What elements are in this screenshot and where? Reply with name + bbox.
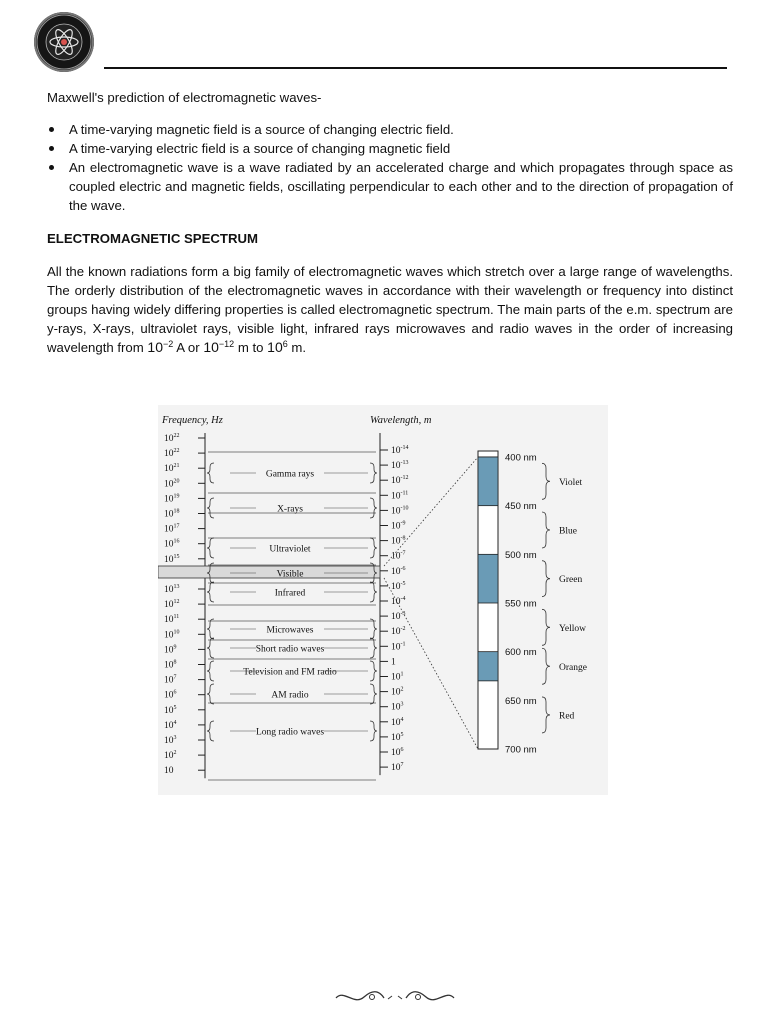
- em-spectrum-diagram: [158, 405, 608, 795]
- frequency-tick-label: $10^9$: [164, 644, 177, 656]
- band-brace: [207, 619, 214, 639]
- band-label: Infrared: [274, 588, 306, 599]
- frequency-tick-label: $10^{10}$: [164, 629, 180, 641]
- paragraph-text: All the known radiations form a big family of electromagnetic waves which stretch over a large range of wavelengths. The orderly distribution of the electromagnetic waves in accordance with their wavelength or frequency into distinct groups having widely differing properties is called electromagnetic spectrum. The main parts of the e.m. spectrum are y-rays, X-rays, ultraviolet rays, visible light, infrared rays microwaves and radio waves in the order of increasing wavelength from: [47, 264, 733, 355]
- wavelength-tick-label: $10^{-2}$: [391, 626, 406, 638]
- frequency-tick-label: $10^3$: [164, 735, 177, 746]
- color-label: Green: [559, 575, 583, 586]
- wavelength-tick-label: $10^4$: [391, 716, 404, 728]
- visible-band-strip: [158, 566, 380, 578]
- band-brace: [207, 721, 214, 741]
- wavelength-nm-label: 400 nm: [505, 452, 537, 464]
- visible-strip-segment: [478, 457, 498, 506]
- frequency-tick-label: $10^{16}$: [164, 538, 180, 550]
- band-brace: [207, 661, 214, 681]
- frequency-tick-label: $10^{22}$: [164, 433, 180, 444]
- frequency-tick-label: $10^{18}$: [164, 508, 180, 520]
- wavelength-tick-label: $10^7$: [391, 762, 404, 774]
- range-end-text: m.: [287, 340, 307, 355]
- visible-strip-segment: [478, 554, 498, 603]
- header-rule: [104, 67, 727, 69]
- color-label: Red: [559, 711, 575, 722]
- frequency-tick-label: $10^7$: [164, 674, 177, 686]
- frequency-tick-label: $10^5$: [164, 704, 177, 716]
- frequency-tick-label: $10^{20}$: [164, 478, 180, 490]
- color-brace: [542, 561, 550, 597]
- band-brace: [370, 661, 377, 681]
- wavelength-tick-label: $10^{-11}$: [391, 490, 409, 502]
- band-brace: [370, 638, 377, 658]
- bullet-list: [47, 120, 733, 215]
- list-item: A time-varying electric field is a source of changing magnetic field: [47, 139, 733, 158]
- wavelength-tick-label: 1: [391, 657, 396, 668]
- wavelength-tick-label: $10^{-10}$: [391, 505, 409, 517]
- frequency-tick-label: $10^{12}$: [164, 599, 180, 611]
- color-label: Orange: [559, 662, 587, 673]
- wavelength-axis-label: Wavelength, m: [370, 415, 432, 426]
- band-label: Microwaves: [266, 625, 314, 636]
- visible-strip-segment: [478, 652, 498, 681]
- band-brace: [207, 582, 214, 602]
- wavelength-tick-label: $10^{-14}$: [391, 445, 409, 456]
- band-brace: [370, 721, 377, 741]
- wavelength-tick-label: $10^{-1}$: [391, 641, 406, 653]
- wavelength-tick-label: $10^{-7}$: [391, 550, 406, 562]
- color-label: Blue: [559, 526, 577, 537]
- list-item: A time-varying magnetic field is a source of changing electric field.: [47, 120, 733, 139]
- wavelength-tick-label: $10^{-5}$: [391, 580, 406, 592]
- band-label: Ultraviolet: [269, 544, 311, 555]
- color-brace: [542, 463, 550, 499]
- band-brace: [207, 498, 214, 518]
- range-to-text: m to: [234, 340, 268, 355]
- frequency-tick-label: $10^{19}$: [164, 493, 180, 505]
- frequency-tick-label: 10: [164, 766, 174, 777]
- frequency-tick-label: $10^{17}$: [164, 523, 180, 535]
- band-label: Long radio waves: [255, 727, 325, 738]
- band-brace: [370, 684, 377, 704]
- band-label: Visible: [276, 569, 304, 580]
- frequency-tick-label: $10^6$: [164, 689, 177, 701]
- band-label: Gamma rays: [265, 469, 315, 480]
- wavelength-nm-label: 500 nm: [505, 549, 537, 561]
- frequency-tick-label: $10^{13}$: [164, 584, 180, 595]
- wavelength-nm-label: 600 nm: [505, 647, 537, 659]
- visible-strip-top: [478, 451, 498, 457]
- band-brace: [207, 638, 214, 658]
- wavelength-tick-label: $10^{-12}$: [391, 475, 409, 487]
- intro-heading: Maxwell's prediction of electromagnetic waves-: [47, 90, 322, 105]
- color-brace: [542, 512, 550, 548]
- wavelength-tick-label: $10^3$: [391, 701, 404, 713]
- frequency-axis-label: Frequency, Hz: [162, 415, 223, 426]
- band-brace: [370, 463, 377, 483]
- wavelength-nm-label: 450 nm: [505, 501, 537, 513]
- band-label: X-rays: [277, 504, 303, 515]
- color-label: Yellow: [559, 623, 587, 634]
- wavelength-tick-label: $10^{-8}$: [391, 535, 406, 547]
- color-brace: [542, 609, 550, 645]
- band-brace: [370, 582, 377, 602]
- section-heading: ELECTROMAGNETIC SPECTRUM: [47, 231, 258, 246]
- band-brace: [370, 538, 377, 558]
- band-brace: [207, 684, 214, 704]
- frequency-tick-label: $10^4$: [164, 719, 177, 731]
- wavelength-tick-label: $10^{-9}$: [391, 520, 406, 532]
- wavelength-nm-label: 650 nm: [505, 695, 537, 707]
- range-to: $10^6$: [267, 339, 288, 355]
- wavelength-tick-label: $10^{-3}$: [391, 611, 406, 623]
- wavelength-nm-label: 700 nm: [505, 744, 537, 756]
- wavelength-tick-label: $10^5$: [391, 731, 404, 743]
- frequency-tick-label: $10^8$: [164, 659, 177, 671]
- band-brace: [207, 538, 214, 558]
- range-mid-text: A or: [173, 340, 204, 355]
- footer-ornament: [330, 986, 460, 1008]
- wavelength-tick-label: $10^1$: [391, 671, 404, 683]
- range-from: $10^{-2}$: [147, 339, 174, 355]
- band-label: AM radio: [271, 690, 309, 701]
- wavelength-tick-label: $10^{-6}$: [391, 565, 406, 577]
- frequency-tick-label: $10^{22}$: [164, 448, 180, 460]
- wavelength-tick-label: $10^{-4}$: [391, 596, 406, 607]
- list-item: An electromagnetic wave is a wave radiated by an accelerated charge and which propagates through space as coupled electric and magnetic fields, oscillating perpendicular to each other and to the direction of propagation of the wave.: [47, 158, 733, 215]
- range-alt: $10^{-12}$: [203, 339, 235, 355]
- color-brace: [542, 648, 550, 684]
- frequency-tick-label: $10^{11}$: [164, 614, 180, 626]
- wavelength-nm-label: 550 nm: [505, 598, 537, 610]
- wavelength-tick-label: $10^{-13}$: [391, 460, 409, 472]
- band-label: Short radio waves: [255, 644, 325, 655]
- frequency-tick-label: $10^{21}$: [164, 463, 180, 475]
- spectrum-paragraph: [47, 262, 733, 357]
- band-brace: [370, 498, 377, 518]
- band-label: Television and FM radio: [243, 667, 337, 678]
- academy-logo: [34, 12, 94, 72]
- color-brace: [542, 697, 550, 733]
- frequency-tick-label: $10^{15}$: [164, 553, 180, 565]
- band-brace: [370, 619, 377, 639]
- wavelength-tick-label: $10^6$: [391, 747, 404, 758]
- em-spectrum-figure: [158, 405, 608, 795]
- band-brace: [207, 463, 214, 483]
- wavelength-tick-label: $10^2$: [391, 686, 404, 698]
- frequency-tick-label: $10^2$: [164, 750, 177, 762]
- color-label: Violet: [559, 477, 583, 488]
